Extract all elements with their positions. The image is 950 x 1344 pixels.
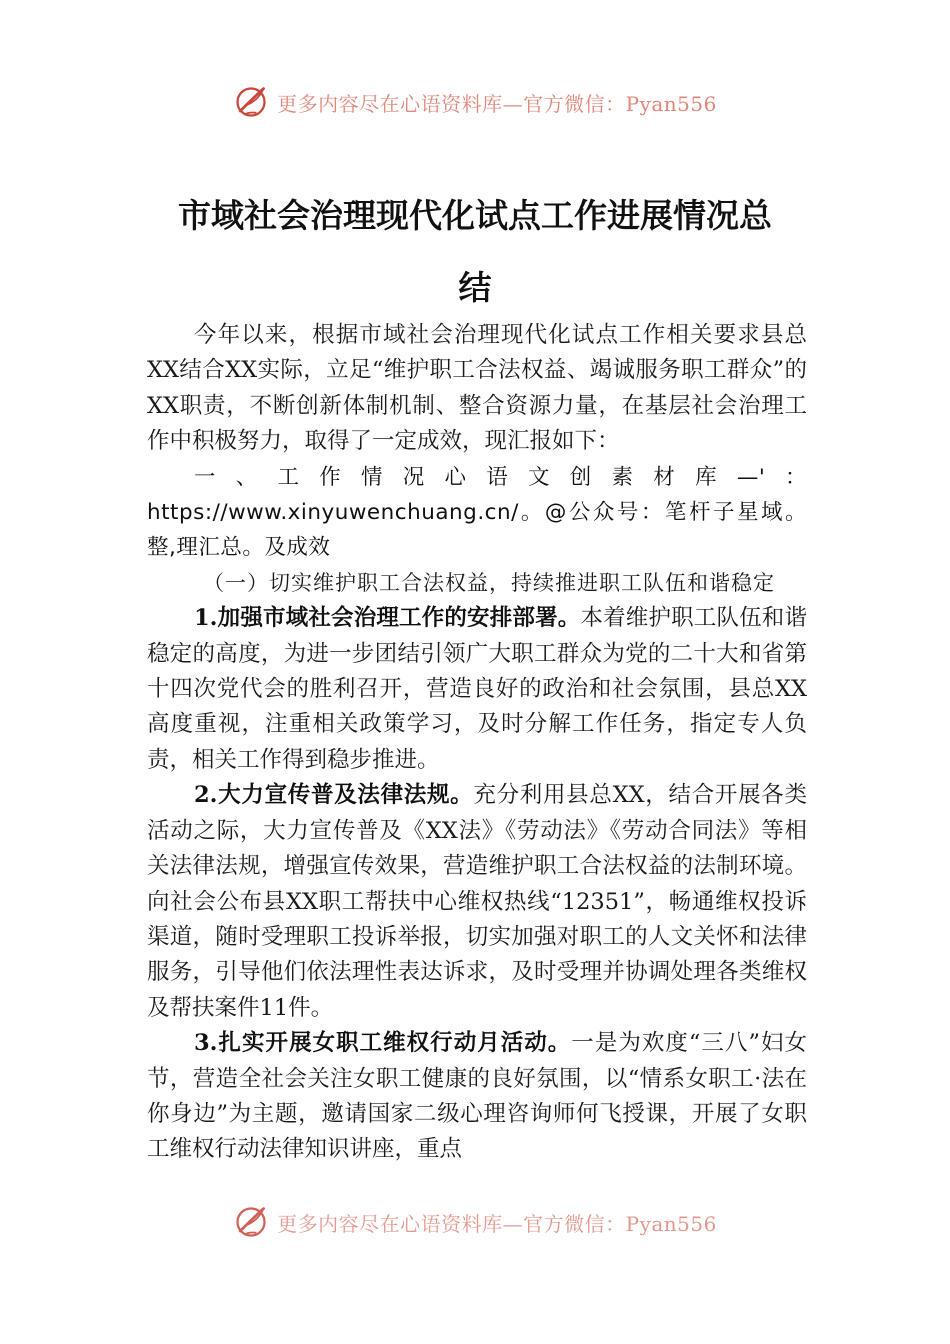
item-lead: 2.大力宣传普及法律法规。 bbox=[194, 782, 474, 809]
watermark-header bbox=[0, 84, 950, 120]
document-title-line-2: 结 bbox=[458, 268, 492, 307]
list-item bbox=[147, 601, 807, 778]
item-text: 充分利用县总XX，结合开展各类活动之际，大力宣传普及《XX法》《劳动法》《劳动合同法》等相关法律法规，增强宣传效果，营造维护职工合法权益的法制环境。向社会公布县XX职工帮扶中心维权热线“12351”，畅通维权投诉渠道，随时受理职工投诉举报，切实加强对职工的人文关怀和法律服务，引导他们依法理性表达诉求，及时受理并协调处理各类维权及帮扶案件11件。 bbox=[147, 782, 807, 1021]
quill-logo-icon bbox=[233, 1204, 269, 1240]
watermark-text: 更多内容尽在心语资料库—官方微信：Pyan556 bbox=[277, 91, 717, 116]
subsection-heading: （一）切实维护职工合法权益，持续推进职工队伍和谐稳定 bbox=[203, 570, 775, 595]
section-heading: 一、工作情况心语文创素材库—'：https://www.xinyuwenchuang.cn/。@公众号：笔杆子星域。整,理汇总。及成效 bbox=[147, 464, 807, 561]
document-body bbox=[147, 318, 807, 1168]
item-text: 本着维护职工队伍和谐稳定的高度，为进一步团结引领广大职工群众为党的二十大和省第十四次党代会的胜利召开，营造良好的政治和社会氛围，县总XX高度重视，注重相关政策学习，及时分解工作任务，指定专人负责，相关工作得到稳步推进。 bbox=[147, 605, 807, 773]
watermark-footer bbox=[0, 1204, 950, 1240]
list-item bbox=[147, 778, 807, 1026]
document-title-line-1: 市域社会治理现代化试点工作进展情况总 bbox=[178, 196, 772, 235]
intro-paragraph: 今年以来，根据市域社会治理现代化试点工作相关要求县总XX结合XX实际，立足“维护职工合法权益、竭诚服务职工群众”的XX职责，不断创新体制机制、整合资源力量，在基层社会治理工作中积极努力，取得了一定成效，现汇报如下： bbox=[147, 322, 807, 455]
item-text: 一是为欢度“三八”妇女节，营造全社会关注女职工健康的良好氛围，以“情系女职工·法在你身边”为主题，邀请国家二级心理咨询师何飞授课，开展了女职工维权行动法律知识讲座，重点 bbox=[147, 1030, 807, 1163]
watermark-text: 更多内容尽在心语资料库—官方微信：Pyan556 bbox=[277, 1211, 717, 1236]
item-lead: 3.扎实开展女职工维权行动月活动。 bbox=[194, 1030, 572, 1057]
list-item bbox=[147, 1026, 807, 1168]
item-lead: 1.加强市域社会治理工作的安排部署。 bbox=[194, 605, 581, 632]
quill-logo-icon bbox=[233, 84, 269, 120]
